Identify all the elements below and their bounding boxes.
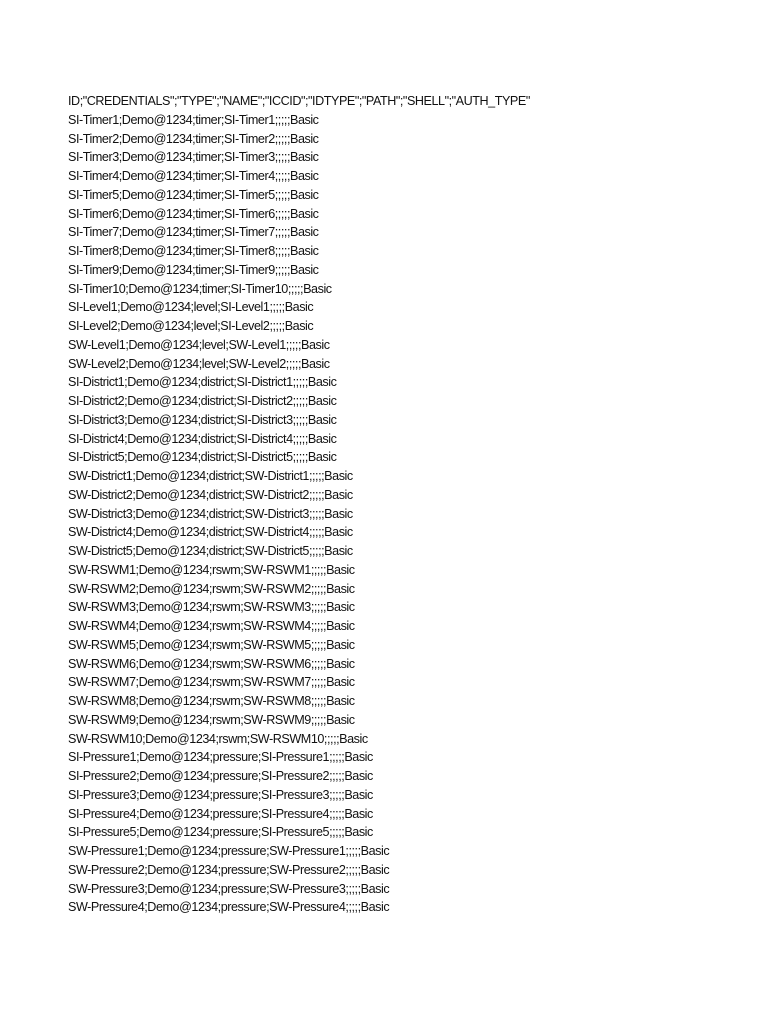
csv-data-line: SW-Pressure1;Demo@1234;pressure;SW-Pressure1;;;;;Basic [68, 844, 390, 858]
csv-data-line: SW-RSWM2;Demo@1234;rswm;SW-RSWM2;;;;;Basic [68, 581, 355, 596]
csv-data-line: SW-RSWM6;Demo@1234;rswm;SW-RSWM6;;;;;Basic [68, 656, 355, 671]
csv-data-line: SW-District2;Demo@1234;district;SW-District2;;;;;Basic [68, 487, 353, 502]
csv-data-line: SI-Level1;Demo@1234;level;SI-Level1;;;;;Basic [68, 300, 314, 315]
csv-data-line: SI-Timer9;Demo@1234;timer;SI-Timer9;;;;;Basic [68, 262, 319, 277]
csv-data-line: SI-Timer6;Demo@1234;timer;SI-Timer6;;;;;Basic [68, 206, 319, 221]
csv-data-line: SI-District1;Demo@1234;district;SI-District1;;;;;Basic [68, 375, 337, 390]
csv-data-line: SW-RSWM8;Demo@1234;rswm;SW-RSWM8;;;;;Basic [68, 694, 355, 708]
csv-data-line: SI-Timer10;Demo@1234;timer;SI-Timer10;;;;;Basic [68, 281, 332, 296]
csv-data-line: SI-Pressure5;Demo@1234;pressure;SI-Pressure5;;;;;Basic [68, 825, 373, 840]
csv-data-line: SI-Timer2;Demo@1234;timer;SI-Timer2;;;;;Basic [68, 131, 319, 146]
csv-header-line: ID;"CREDENTIALS";"TYPE";"NAME";"ICCID";"IDTYPE";"PATH";"SHELL";"AUTH_TYPE" [68, 94, 530, 108]
csv-data-line: SW-RSWM1;Demo@1234;rswm;SW-RSWM1;;;;;Basic [68, 562, 355, 577]
csv-data-line: SI-Timer3;Demo@1234;timer;SI-Timer3;;;;;Basic [68, 150, 319, 165]
csv-data-line: SI-Pressure4;Demo@1234;pressure;SI-Pressure4;;;;;Basic [68, 806, 373, 821]
csv-data-line: SW-Pressure2;Demo@1234;pressure;SW-Pressure2;;;;;Basic [68, 862, 390, 877]
csv-data-line: SI-District3;Demo@1234;district;SI-District3;;;;;Basic [68, 412, 337, 427]
csv-data-line: SW-Level1;Demo@1234;level;SW-Level1;;;;;Basic [68, 337, 330, 352]
csv-text-block [68, 92, 748, 917]
csv-data-line: SW-District3;Demo@1234;district;SW-District3;;;;;Basic [68, 506, 353, 521]
csv-data-line: SI-District4;Demo@1234;district;SI-District4;;;;;Basic [68, 431, 337, 446]
csv-data-line: SW-Pressure4;Demo@1234;pressure;SW-Pressure4;;;;;Basic [68, 900, 390, 915]
csv-data-line: SI-Timer8;Demo@1234;timer;SI-Timer8;;;;;Basic [68, 244, 319, 258]
csv-data-line: SW-RSWM4;Demo@1234;rswm;SW-RSWM4;;;;;Basic [68, 619, 355, 633]
csv-data-line: SI-Pressure1;Demo@1234;pressure;SI-Pressure1;;;;;Basic [68, 750, 373, 765]
csv-data-line: SI-Timer7;Demo@1234;timer;SI-Timer7;;;;;Basic [68, 225, 319, 240]
csv-data-line: SW-District5;Demo@1234;district;SW-District5;;;;;Basic [68, 544, 353, 558]
csv-data-line: SI-Pressure2;Demo@1234;pressure;SI-Pressure2;;;;;Basic [68, 769, 373, 783]
csv-data-line: SW-District1;Demo@1234;district;SW-District1;;;;;Basic [68, 469, 353, 483]
csv-data-line: SI-Timer1;Demo@1234;timer;SI-Timer1;;;;;Basic [68, 112, 319, 127]
csv-data-line: SW-RSWM10;Demo@1234;rswm;SW-RSWM10;;;;;Basic [68, 731, 368, 746]
csv-data-line: SI-Pressure3;Demo@1234;pressure;SI-Pressure3;;;;;Basic [68, 787, 373, 802]
csv-data-line: SW-Pressure3;Demo@1234;pressure;SW-Pressure3;;;;;Basic [68, 881, 390, 896]
csv-data-line: SW-RSWM3;Demo@1234;rswm;SW-RSWM3;;;;;Basic [68, 600, 355, 615]
csv-data-line: SI-District2;Demo@1234;district;SI-District2;;;;;Basic [68, 394, 337, 408]
csv-data-line: SW-RSWM7;Demo@1234;rswm;SW-RSWM7;;;;;Basic [68, 675, 355, 690]
csv-data-line: SI-Timer4;Demo@1234;timer;SI-Timer4;;;;;Basic [68, 169, 319, 183]
csv-data-line: SW-RSWM9;Demo@1234;rswm;SW-RSWM9;;;;;Basic [68, 712, 355, 727]
csv-data-line: SW-Level2;Demo@1234;level;SW-Level2;;;;;Basic [68, 356, 330, 371]
csv-data-line: SI-District5;Demo@1234;district;SI-District5;;;;;Basic [68, 450, 337, 465]
csv-data-line: SW-District4;Demo@1234;district;SW-District4;;;;;Basic [68, 525, 353, 540]
csv-data-line: SI-Timer5;Demo@1234;timer;SI-Timer5;;;;;Basic [68, 187, 319, 202]
csv-data-line: SW-RSWM5;Demo@1234;rswm;SW-RSWM5;;;;;Basic [68, 637, 355, 652]
csv-data-line: SI-Level2;Demo@1234;level;SI-Level2;;;;;Basic [68, 319, 314, 333]
